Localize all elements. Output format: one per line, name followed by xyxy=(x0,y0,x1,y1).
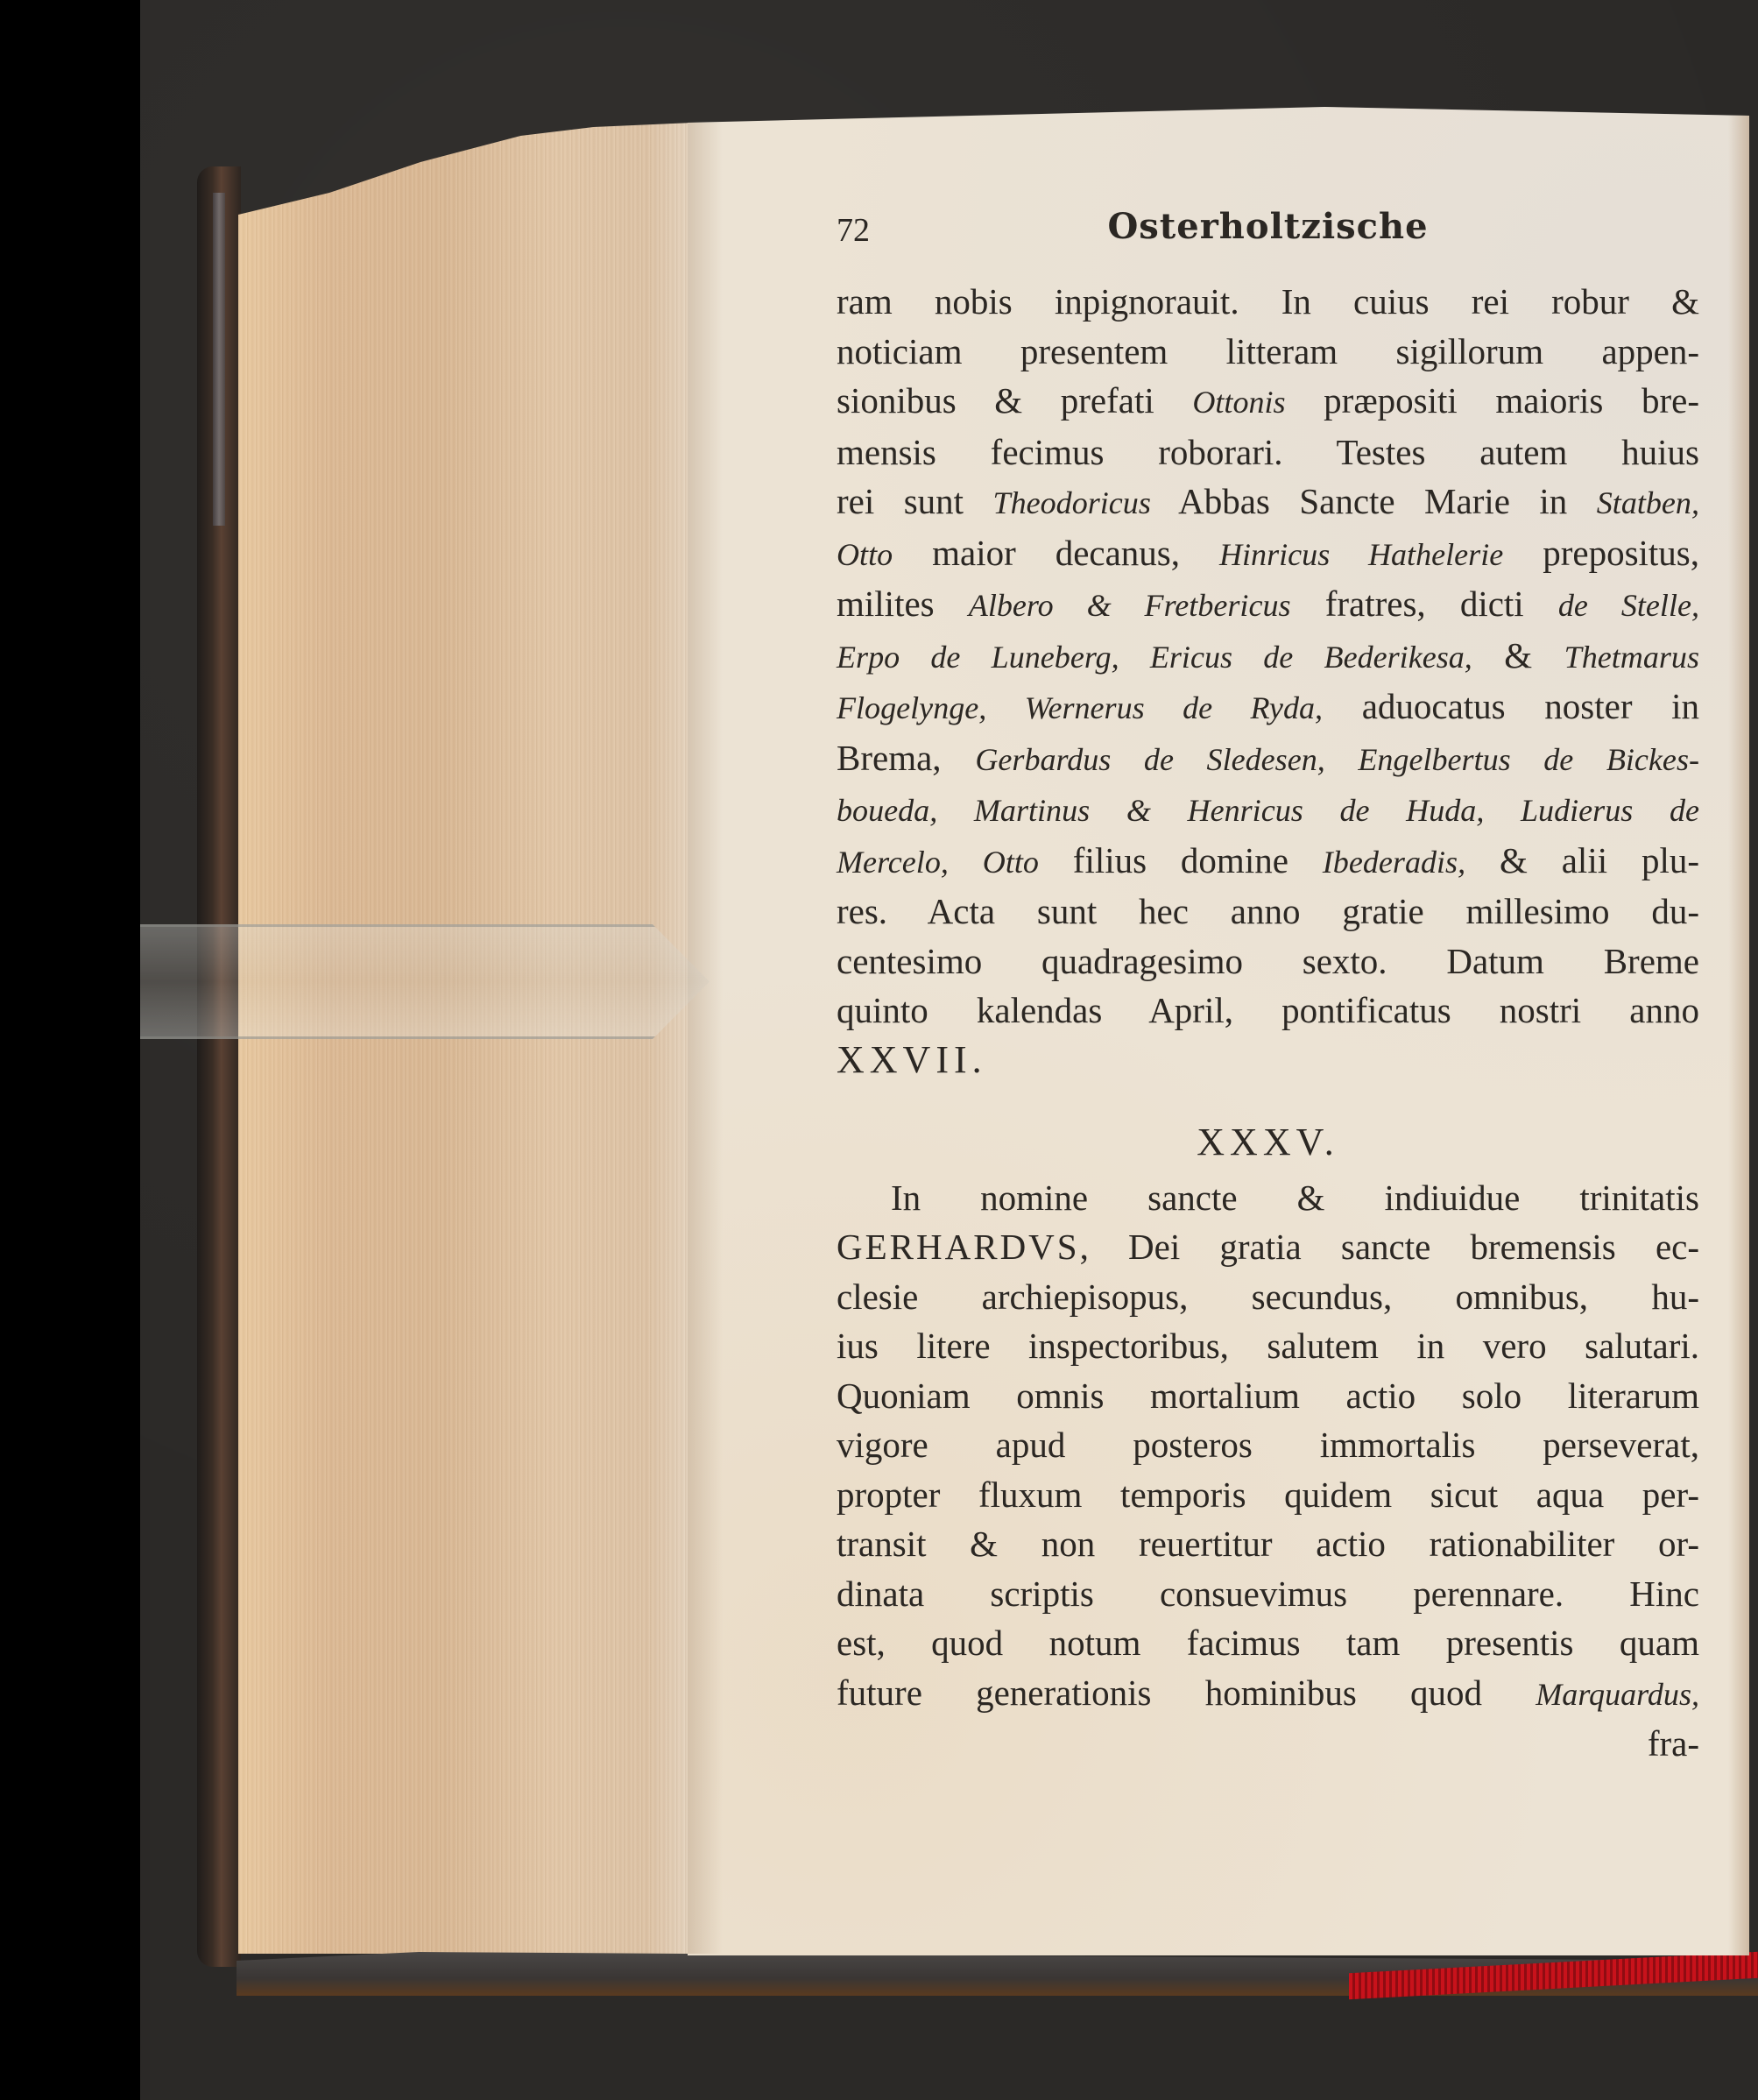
page-text-block xyxy=(837,206,1699,1769)
page-gutter-shadow xyxy=(688,123,723,1954)
text-line: ius litere inspectoribus, salutem in vero salutari. xyxy=(837,1326,1699,1366)
transparent-bookmark[interactable] xyxy=(140,924,710,1039)
text-line: future generationis hominibus quod Marquardus, xyxy=(837,1672,1699,1713)
text-line: Mercelo, Otto filius domine Ibederadis, & alii plu- xyxy=(837,839,1700,880)
leather-cover-left xyxy=(197,166,241,1967)
black-margin-strip xyxy=(0,0,140,2100)
charter-body-text xyxy=(837,277,1699,1036)
text-line: milites Albero & Fretbericus fratres, dicti de Stelle, xyxy=(837,583,1699,624)
catchword: fra- xyxy=(1647,1723,1699,1764)
text-line: Flogelynge, Wernerus de Ryda, aduocatus noster in xyxy=(837,686,1699,726)
text-line: In nomine sancte & indiuidue trinitatis xyxy=(891,1177,1699,1218)
text-line: noticiam presentem litteram sigillorum appen- xyxy=(837,330,1699,371)
text-line: Quoniam omnis mortalium actio solo literarum xyxy=(837,1375,1699,1416)
section-body-text xyxy=(837,1173,1699,1720)
text-line: propter fluxum temporis quidem sicut aqua per- xyxy=(837,1474,1699,1515)
text-line: sionibus & prefati Ottonis præpositi maioris bre- xyxy=(837,380,1699,421)
page-number: 72 xyxy=(837,212,870,249)
text-line: Brema, Gerbardus de Sledesen, Engelbertus de Bickes- xyxy=(837,737,1700,778)
text-line: mensis fecimus roborari. Testes autem huius xyxy=(837,431,1699,472)
text-line: boueda, Martinus & Henricus de Huda, Ludierus de xyxy=(837,793,1699,828)
text-line: rei sunt Theodoricus Abbas Sancte Marie in Statben, xyxy=(837,481,1699,521)
text-line: dinata scriptis consuevimus perennare. Hinc xyxy=(837,1573,1699,1614)
page-header xyxy=(837,206,1699,263)
text-line: Erpo de Luneberg, Ericus de Bederikesa, & Thetmarus xyxy=(837,634,1699,675)
text-line: clesie archiepisopus, secundus, omnibus, hu- xyxy=(837,1276,1699,1317)
closing-numeral: XXVII. xyxy=(837,1037,987,1081)
text-line: centesimo quadragesimo sexto. Datum Breme xyxy=(837,940,1699,981)
running-head: Osterholtzische xyxy=(1107,206,1429,247)
text-line: vigore apud posteros immortalis perseverat, xyxy=(837,1425,1699,1465)
text-line: transit & non reuertitur actio rationabiliter or- xyxy=(837,1524,1699,1564)
text-line: Otto maior decanus, Hinricus Hathelerie prepositus, xyxy=(837,532,1700,573)
text-line: ram nobis inpignorauit. In cuius rei robur & xyxy=(837,281,1699,322)
text-line: quinto kalendas April, pontificatus nostri anno xyxy=(837,990,1699,1030)
text-line: GERHARDVS, Dei gratia sancte bremensis ec- xyxy=(837,1227,1699,1267)
text-line: est, quod notum facimus tam presentis quam xyxy=(837,1623,1699,1663)
section-heading: XXXV. xyxy=(1197,1121,1339,1163)
text-line: res. Acta sunt hec anno gratie millesimo du- xyxy=(837,891,1699,931)
